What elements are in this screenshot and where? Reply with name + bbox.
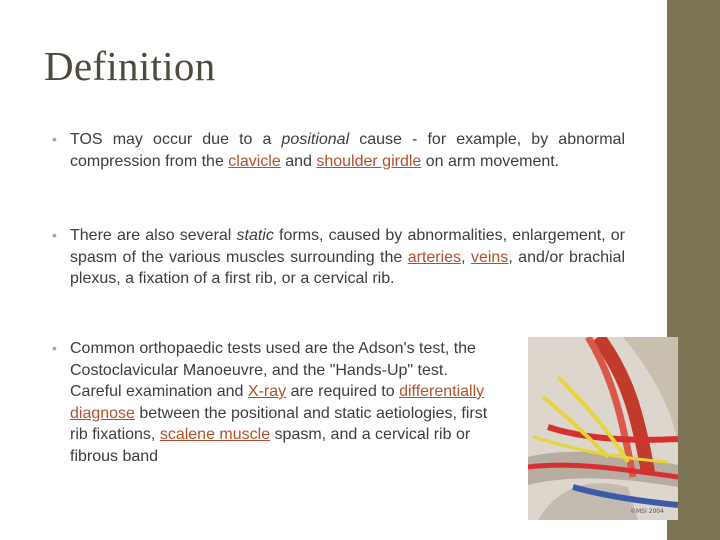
link-scalene-muscle[interactable]: scalene muscle (159, 426, 271, 443)
anatomy-svg (528, 337, 678, 520)
bullet-dot-icon: • (52, 340, 57, 356)
link-veins[interactable]: veins (470, 248, 509, 266)
bullet-dot-icon: • (52, 227, 57, 243)
link-differentially-diagnose[interactable]: differentially diagnose (70, 383, 485, 422)
bullet-1-text: TOS may occur due to a positional cause - for example, by abnormal compression from the clavicle and shoulder girdle on arm movement. (70, 131, 626, 170)
link-shoulder-girdle[interactable]: shoulder girdle (316, 152, 422, 170)
bullet-2 (52, 225, 625, 290)
anatomy-illustration (528, 337, 678, 520)
link-clavicle[interactable]: clavicle (228, 152, 281, 170)
bullet-2-text: There are also several static forms, caused by abnormalities, enlargement, or spasm of the various muscles surrounding the arteries, veins, and/or brachial plexus, a fixation of a first rib, or a cervical rib. (70, 227, 626, 287)
slide-title: Definition (44, 43, 216, 89)
image-credit: ©MSI 2004 (630, 508, 664, 515)
bullet-3-text: Common orthopaedic tests used are the Adson's test, the Costoclavicular Manoeuvre, and the "Hands-Up" test. Careful examination and X-ray are required to differentially diagnose between the positional and static aetiologies, first rib fixations, scalene muscle spasm, and a cervical rib or fibrous band (70, 340, 488, 465)
link-arteries[interactable]: arteries (407, 248, 462, 266)
bullet-1 (52, 129, 625, 172)
bullet-dot-icon: • (52, 131, 57, 147)
link-x-ray[interactable]: X-ray (247, 383, 287, 400)
